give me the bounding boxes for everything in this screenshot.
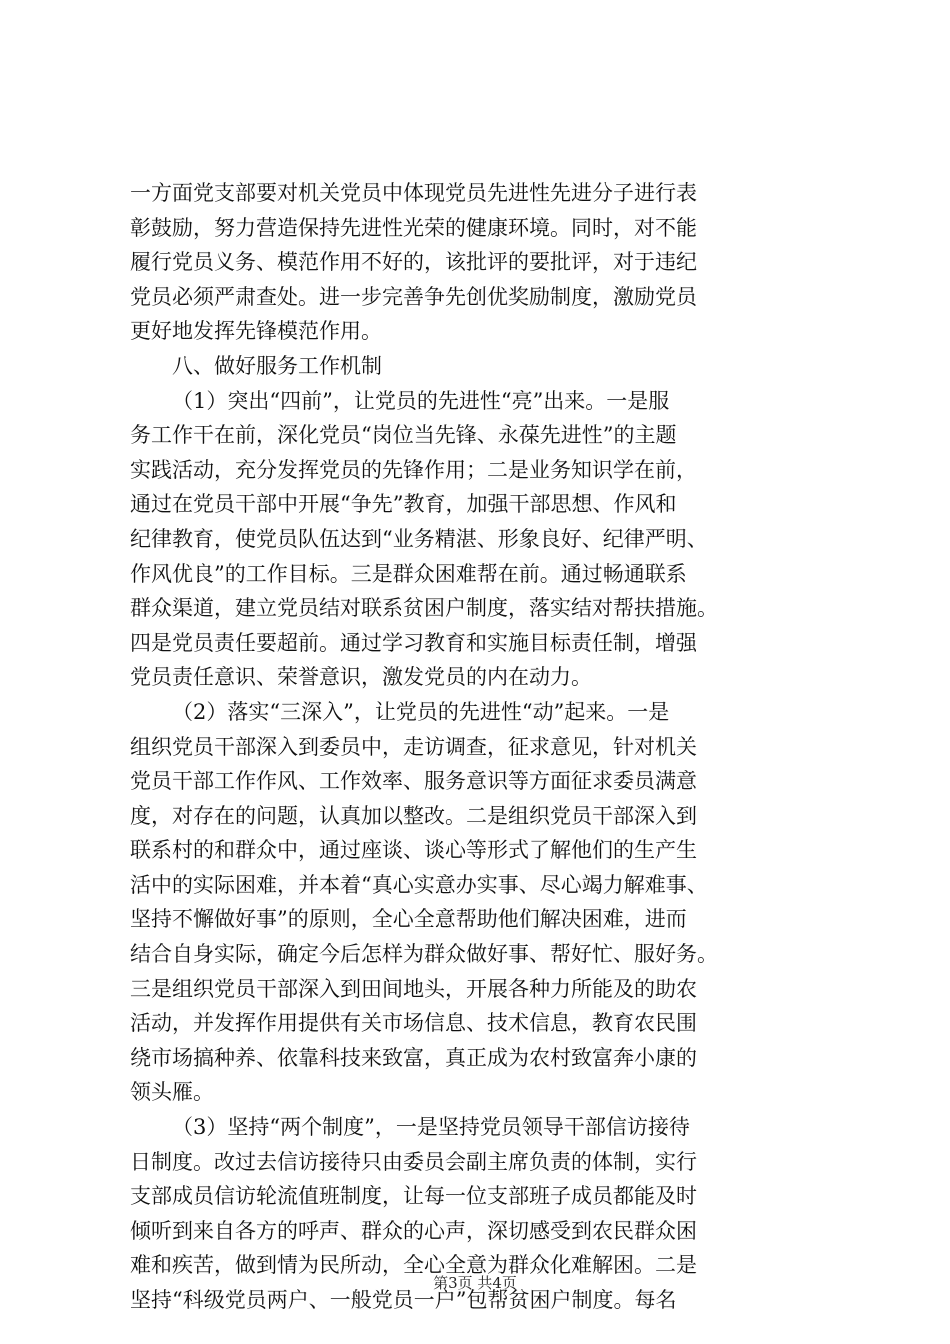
text-line: （1）突出“四前”，让党员的先进性“亮”出来。一是服 bbox=[172, 388, 670, 413]
text-line: 党员必须严肃查处。进一步完善争先创优奖励制度，激励党员 bbox=[130, 284, 697, 309]
page-number-label: 第3页 共4页 bbox=[433, 1274, 517, 1292]
text-line: 履行党员义务、模范作用不好的，该批评的要批评，对于违纪 bbox=[130, 250, 697, 275]
text-line: 联系村的和群众中，通过座谈、谈心等形式了解他们的生产生 bbox=[130, 838, 697, 863]
text-line: 结合自身实际，确定今后怎样为群众做好事、帮好忙、服好务。 bbox=[130, 942, 718, 967]
text-line: 彰鼓励，努力营造保持先进性光荣的健康环境。同时，对不能 bbox=[130, 215, 697, 240]
paragraph bbox=[130, 695, 830, 1110]
text-line: 群众渠道，建立党员结对联系贫困户制度，落实结对帮扶措施。 bbox=[130, 596, 718, 621]
text-line: 坚持不懈做好事”的原则，全心全意帮助他们解决困难，进而 bbox=[130, 907, 687, 932]
text-line: 日制度。改过去信访接待只由委员会副主席负责的体制，实行 bbox=[130, 1149, 697, 1174]
text-line: 一方面党支部要对机关党员中体现党员先进性先进分子进行表 bbox=[130, 181, 697, 205]
text-line: 倾听到来自各方的呼声、群众的心声，深切感受到农民群众困 bbox=[130, 1218, 697, 1243]
text-line: 度，对存在的问题，认真加以整改。二是组织党员干部深入到 bbox=[130, 803, 697, 828]
paragraph bbox=[130, 176, 830, 349]
text-line: 更好地发挥先锋模范作用。 bbox=[130, 319, 382, 344]
text-line: 八、做好服务工作机制 bbox=[172, 353, 382, 378]
text-line: 绕市场搞种养、依靠科技来致富，真正成为农村致富奔小康的 bbox=[130, 1045, 697, 1070]
text-line: 支部成员信访轮流值班制度，让每一位支部班子成员都能及时 bbox=[130, 1184, 697, 1209]
text-line: 领头雁。 bbox=[130, 1080, 214, 1105]
paragraph bbox=[130, 349, 830, 384]
text-line: 四是党员责任要超前。通过学习教育和实施目标责任制，增强 bbox=[130, 630, 697, 655]
text-line: 活中的实际困难，并本着“真心实意办实事、尽心竭力解难事、 bbox=[130, 872, 708, 897]
text-line: 通过在党员干部中开展“争先”教育，加强干部思想、作风和 bbox=[130, 492, 677, 517]
text-line: 作风优良”的工作目标。三是群众困难帮在前。通过畅通联系 bbox=[130, 561, 687, 586]
text-line: （3）坚持“两个制度”，一是坚持党员领导干部信访接待 bbox=[172, 1115, 690, 1140]
text-line: 组织党员干部深入到委员中，走访调查，征求意见，针对机关 bbox=[130, 734, 697, 759]
text-line: 坚持“科级党员两户、一般党员一户”包帮贫困户制度。每名 bbox=[130, 1288, 677, 1312]
document-body bbox=[130, 176, 830, 1318]
text-line: 三是组织党员干部深入到田间地头，开展各种力所能及的助农 bbox=[130, 976, 697, 1001]
paragraph bbox=[130, 384, 830, 695]
text-line: 纪律教育，使党员队伍达到“业务精湛、形象良好、纪律严明、 bbox=[130, 526, 708, 551]
text-line: （2）落实“三深入”，让党员的先进性“动”起来。一是 bbox=[172, 699, 670, 724]
text-line: 党员干部工作作风、工作效率、服务意识等方面征求委员满意 bbox=[130, 769, 697, 794]
page-footer bbox=[0, 1272, 950, 1293]
text-line: 务工作干在前，深化党员“岗位当先锋、永葆先进性”的主题 bbox=[130, 423, 677, 448]
text-line: 党员责任意识、荣誉意识，激发党员的内在动力。 bbox=[130, 665, 592, 690]
text-line: 活动，并发挥作用提供有关市场信息、技术信息，教育农民围 bbox=[130, 1011, 697, 1036]
text-line: 难和疾苦，做到情为民所动，全心全意为群众化难解困。二是 bbox=[130, 1253, 697, 1278]
text-line: 实践活动，充分发挥党员的先锋作用；二是业务知识学在前， bbox=[130, 457, 697, 482]
